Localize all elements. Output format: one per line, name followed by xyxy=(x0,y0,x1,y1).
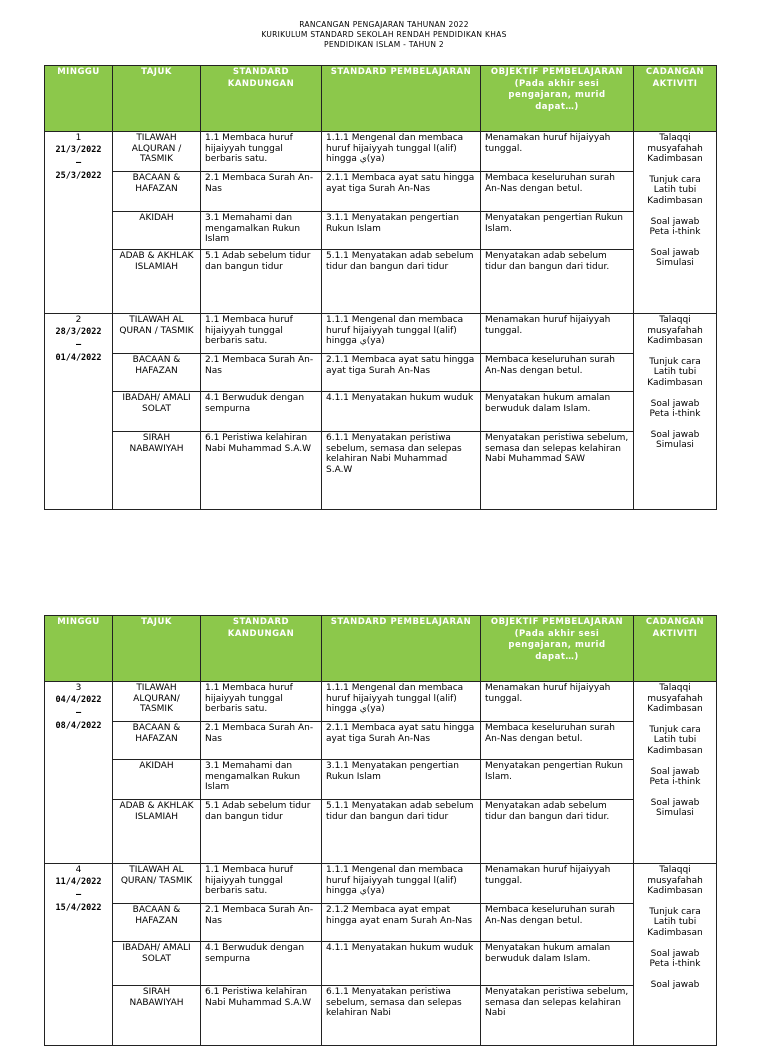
activity-item: Simulasi xyxy=(656,258,694,269)
standard-kandungan-cell: 3.1 Memahami dan mengamalkan Rukun Islam xyxy=(201,212,322,250)
standard-kandungan-cell: 5.1 Adab sebelum tidur dan bangun tidur xyxy=(201,800,322,864)
activity-item: Kadimbasan xyxy=(647,927,703,938)
activity-item: Latih tubi xyxy=(653,185,697,196)
col-header-tajuk: TAJUK xyxy=(113,66,201,132)
week-date-dash: – xyxy=(75,707,82,718)
activity-item: Soal jawab xyxy=(650,429,700,440)
week-end-date: 25/3/2022 xyxy=(55,170,102,181)
standard-kandungan-cell: 2.1 Membaca Surah An- Nas xyxy=(201,172,322,212)
tajuk-cell: BACAAN & HAFAZAN xyxy=(113,354,201,392)
week-cell xyxy=(45,864,113,1046)
tajuk-cell: BACAAN & HAFAZAN xyxy=(113,722,201,760)
tajuk-cell: AKIDAH xyxy=(113,212,201,250)
activity-item: Tunjuk cara xyxy=(649,724,701,735)
col-header-objektif: OBJEKTIF PEMBELAJARAN (Pada akhir sesi pengajaran, murid dapat…) xyxy=(481,616,634,682)
tajuk-cell: TILAWAH AL QURAN / TASMIK xyxy=(113,314,201,354)
table-row xyxy=(45,864,717,904)
objektif-cell: Menyatakan adab sebelum tidur dan bangun dari tidur. xyxy=(481,800,634,864)
week-end-date: 15/4/2022 xyxy=(55,902,102,913)
objektif-cell: Menyatakan pengertian Rukun Islam. xyxy=(481,212,634,250)
standard-pembelajaran-cell: 3.1.1 Menyatakan pengertian Rukun Islam xyxy=(322,212,481,250)
activity-item: Kadimbasan xyxy=(647,704,703,715)
week-cell xyxy=(45,314,113,510)
week-end-date: 08/4/2022 xyxy=(55,720,102,731)
activity-item: Peta i-think xyxy=(649,959,701,970)
objektif-cell: Menamakan huruf hijaiyyah tunggal. xyxy=(481,682,634,722)
standard-kandungan-cell: 6.1 Peristiwa kelahiran Nabi Muhammad S.A.W xyxy=(201,986,322,1046)
activity-item: Kadimbasan xyxy=(647,745,703,756)
objektif-cell: Membaca keseluruhan surah An-Nas dengan betul. xyxy=(481,904,634,942)
standard-pembelajaran-cell: 2.1.1 Membaca ayat satu hingga ayat tiga Surah An-Nas xyxy=(322,172,481,212)
standard-kandungan-cell: 2.1 Membaca Surah An- Nas xyxy=(201,354,322,392)
objektif-cell: Menyatakan pengertian Rukun Islam. xyxy=(481,760,634,800)
objektif-cell: Membaca keseluruhan surah An-Nas dengan betul. xyxy=(481,172,634,212)
objektif-cell: Menamakan huruf hijaiyyah tunggal. xyxy=(481,864,634,904)
col-header-cadangan: CADANGAN AKTIVITI xyxy=(634,66,717,132)
activity-item: Latih tubi xyxy=(653,917,697,928)
table-row xyxy=(45,132,717,172)
week-cell xyxy=(45,132,113,314)
tajuk-cell: SIRAH NABAWIYAH xyxy=(113,432,201,510)
table-header-row xyxy=(45,616,717,682)
col-header-standard-kandungan: STANDARD KANDUNGAN xyxy=(201,66,322,132)
activity-item: Talaqqi musyafahah xyxy=(647,865,703,886)
plan-table-2 xyxy=(44,615,717,1046)
week-end-date: 01/4/2022 xyxy=(55,352,102,363)
activity-item: Soal jawab xyxy=(650,979,700,990)
activity-item: Soal jawab xyxy=(650,797,700,808)
tajuk-cell: TILAWAH ALQURAN / TASMIK xyxy=(113,132,201,172)
activity-item: Talaqqi musyafahah xyxy=(647,133,703,154)
activity-item: Latih tubi xyxy=(653,735,697,746)
standard-kandungan-cell: 2.1 Membaca Surah An- Nas xyxy=(201,904,322,942)
table-header-row xyxy=(45,66,717,132)
week-start-date: 28/3/2022 xyxy=(55,326,102,337)
table-row xyxy=(45,904,717,942)
activity-item: Peta i-think xyxy=(649,777,701,788)
col-header-standard-kandungan: STANDARD KANDUNGAN xyxy=(201,616,322,682)
table-row xyxy=(45,986,717,1046)
tajuk-cell: ADAB & AKHLAK ISLAMIAH xyxy=(113,800,201,864)
col-header-cadangan: CADANGAN AKTIVITI xyxy=(634,616,717,682)
standard-pembelajaran-cell: 4.1.1 Menyatakan hukum wuduk xyxy=(322,392,481,432)
activity-item: Latih tubi xyxy=(653,367,697,378)
table-row xyxy=(45,172,717,212)
week-number: 4 xyxy=(75,865,82,875)
week-cell xyxy=(45,682,113,864)
table-row xyxy=(45,432,717,510)
standard-pembelajaran-cell: 1.1.1 Mengenal dan membaca huruf hijaiyyah tunggal ﺍ(alif) hingga ﻱ(ya) xyxy=(322,864,481,904)
table-row xyxy=(45,392,717,432)
activity-item: Peta i-think xyxy=(649,409,701,420)
objektif-cell: Menamakan huruf hijaiyyah tunggal. xyxy=(481,314,634,354)
activity-item: Kadimbasan xyxy=(647,336,703,347)
standard-pembelajaran-cell: 6.1.1 Menyatakan peristiwa sebelum, semasa dan selepas kelahiran Nabi Muhammad S.A.W xyxy=(322,432,481,510)
cadangan-aktiviti-cell xyxy=(634,132,717,314)
activity-item: Simulasi xyxy=(656,808,694,819)
standard-kandungan-cell: 3.1 Memahami dan mengamalkan Rukun Islam xyxy=(201,760,322,800)
standard-pembelajaran-cell: 5.1.1 Menyatakan adab sebelum tidur dan bangun dari tidur xyxy=(322,800,481,864)
header-subject: PENDIDIKAN ISLAM - TAHUN 2 xyxy=(324,40,444,49)
tajuk-cell: BACAAN & HAFAZAN xyxy=(113,904,201,942)
activity-item: Kadimbasan xyxy=(647,195,703,206)
standard-kandungan-cell: 4.1 Berwuduk dengan sempurna xyxy=(201,942,322,986)
activity-item: Soal jawab xyxy=(650,766,700,777)
tajuk-cell: ADAB & AKHLAK ISLAMIAH xyxy=(113,250,201,314)
standard-kandungan-cell: 2.1 Membaca Surah An- Nas xyxy=(201,722,322,760)
week-number: 1 xyxy=(75,133,82,143)
tajuk-cell: BACAAN & HAFAZAN xyxy=(113,172,201,212)
standard-kandungan-cell: 1.1 Membaca huruf hijaiyyah tunggal berbaris satu. xyxy=(201,132,322,172)
standard-pembelajaran-cell: 1.1.1 Mengenal dan membaca huruf hijaiyyah tunggal ﺍ(alif) hingga ﻱ(ya) xyxy=(322,314,481,354)
activity-item: Simulasi xyxy=(656,440,694,451)
activity-item: Talaqqi musyafahah xyxy=(647,315,703,336)
col-header-tajuk: TAJUK xyxy=(113,616,201,682)
plan-table-1 xyxy=(44,65,717,510)
standard-kandungan-cell: 1.1 Membaca huruf hijaiyyah tunggal berbaris satu. xyxy=(201,682,322,722)
standard-kandungan-cell: 6.1 Peristiwa kelahiran Nabi Muhammad S.A.W xyxy=(201,432,322,510)
tajuk-cell: TILAWAH ALQURAN/ TASMIK xyxy=(113,682,201,722)
activity-item: Tunjuk cara xyxy=(649,356,701,367)
tajuk-cell: SIRAH NABAWIYAH xyxy=(113,986,201,1046)
week-number: 3 xyxy=(75,683,82,693)
col-header-standard-pembelajaran: STANDARD PEMBELAJARAN xyxy=(322,66,481,132)
standard-pembelajaran-cell: 4.1.1 Menyatakan hukum wuduk xyxy=(322,942,481,986)
standard-kandungan-cell: 4.1 Berwuduk dengan sempurna xyxy=(201,392,322,432)
activity-item: Soal jawab xyxy=(650,247,700,258)
week-start-date: 11/4/2022 xyxy=(55,876,102,887)
table-row xyxy=(45,942,717,986)
table-row xyxy=(45,354,717,392)
col-header-minggu: MINGGU xyxy=(45,616,113,682)
week-number: 2 xyxy=(75,315,82,325)
col-header-minggu: MINGGU xyxy=(45,66,113,132)
standard-pembelajaran-cell: 3.1.1 Menyatakan pengertian Rukun Islam xyxy=(322,760,481,800)
activity-item: Tunjuk cara xyxy=(649,906,701,917)
objektif-cell: Menyatakan peristiwa sebelum, semasa dan selepas kelahiran Nabi Muhammad SAW xyxy=(481,432,634,510)
activity-item: Soal jawab xyxy=(650,948,700,959)
activity-item: Kadimbasan xyxy=(647,886,703,897)
standard-kandungan-cell: 1.1 Membaca huruf hijaiyyah tunggal berbaris satu. xyxy=(201,864,322,904)
standard-pembelajaran-cell: 1.1.1 Mengenal dan membaca huruf hijaiyyah tunggal ﺍ(alif) hingga ﻱ(ya) xyxy=(322,682,481,722)
activity-item: Kadimbasan xyxy=(647,377,703,388)
activity-item: Peta i-think xyxy=(649,227,701,238)
activity-item: Talaqqi musyafahah xyxy=(647,683,703,704)
week-date-dash: – xyxy=(75,157,82,168)
col-header-objektif: OBJEKTIF PEMBELAJARAN (Pada akhir sesi pengajaran, murid dapat…) xyxy=(481,66,634,132)
table-row xyxy=(45,314,717,354)
table-row xyxy=(45,250,717,314)
table-row xyxy=(45,760,717,800)
standard-pembelajaran-cell: 5.1.1 Menyatakan adab sebelum tidur dan bangun dari tidur xyxy=(322,250,481,314)
table-row xyxy=(45,800,717,864)
cadangan-aktiviti-cell xyxy=(634,864,717,1046)
week-date-dash: – xyxy=(75,889,82,900)
standard-pembelajaran-cell: 2.1.2 Membaca ayat empat hingga ayat enam Surah An-Nas xyxy=(322,904,481,942)
cadangan-aktiviti-cell xyxy=(634,682,717,864)
document-header xyxy=(0,20,768,50)
objektif-cell: Membaca keseluruhan surah An-Nas dengan betul. xyxy=(481,722,634,760)
standard-pembelajaran-cell: 6.1.1 Menyatakan peristiwa sebelum, semasa dan selepas kelahiran Nabi xyxy=(322,986,481,1046)
objektif-cell: Menyatakan adab sebelum tidur dan bangun dari tidur. xyxy=(481,250,634,314)
week-date-dash: – xyxy=(75,339,82,350)
cadangan-aktiviti-cell xyxy=(634,314,717,510)
activity-item: Soal jawab xyxy=(650,216,700,227)
activity-item: Kadimbasan xyxy=(647,154,703,165)
tajuk-cell: TILAWAH AL QURAN/ TASMIK xyxy=(113,864,201,904)
activity-item: Soal jawab xyxy=(650,398,700,409)
tajuk-cell: IBADAH/ AMALI SOLAT xyxy=(113,942,201,986)
standard-pembelajaran-cell: 2.1.1 Membaca ayat satu hingga ayat tiga Surah An-Nas xyxy=(322,722,481,760)
tajuk-cell: AKIDAH xyxy=(113,760,201,800)
col-header-standard-pembelajaran: STANDARD PEMBELAJARAN xyxy=(322,616,481,682)
objektif-cell: Menyatakan hukum amalan berwuduk dalam Islam. xyxy=(481,392,634,432)
standard-pembelajaran-cell: 2.1.1 Membaca ayat satu hingga ayat tiga Surah An-Nas xyxy=(322,354,481,392)
standard-kandungan-cell: 1.1 Membaca huruf hijaiyyah tunggal berbaris satu. xyxy=(201,314,322,354)
objektif-cell: Menyatakan hukum amalan berwuduk dalam Islam. xyxy=(481,942,634,986)
table-row xyxy=(45,682,717,722)
week-start-date: 21/3/2022 xyxy=(55,144,102,155)
objektif-cell: Menyatakan peristiwa sebelum, semasa dan selepas kelahiran Nabi xyxy=(481,986,634,1046)
activity-item: Tunjuk cara xyxy=(649,174,701,185)
table-row xyxy=(45,722,717,760)
table-row xyxy=(45,212,717,250)
tajuk-cell: IBADAH/ AMALI SOLAT xyxy=(113,392,201,432)
standard-pembelajaran-cell: 1.1.1 Mengenal dan membaca huruf hijaiyyah tunggal ﺍ(alif) hingga ﻱ(ya) xyxy=(322,132,481,172)
standard-kandungan-cell: 5.1 Adab sebelum tidur dan bangun tidur xyxy=(201,250,322,314)
objektif-cell: Membaca keseluruhan surah An-Nas dengan betul. xyxy=(481,354,634,392)
objektif-cell: Menamakan huruf hijaiyyah tunggal. xyxy=(481,132,634,172)
week-start-date: 04/4/2022 xyxy=(55,694,102,705)
header-curriculum: KURIKULUM STANDARD SEKOLAH RENDAH PENDIDIKAN KHAS xyxy=(261,30,507,39)
header-title: RANCANGAN PENGAJARAN TAHUNAN 2022 xyxy=(299,20,469,29)
